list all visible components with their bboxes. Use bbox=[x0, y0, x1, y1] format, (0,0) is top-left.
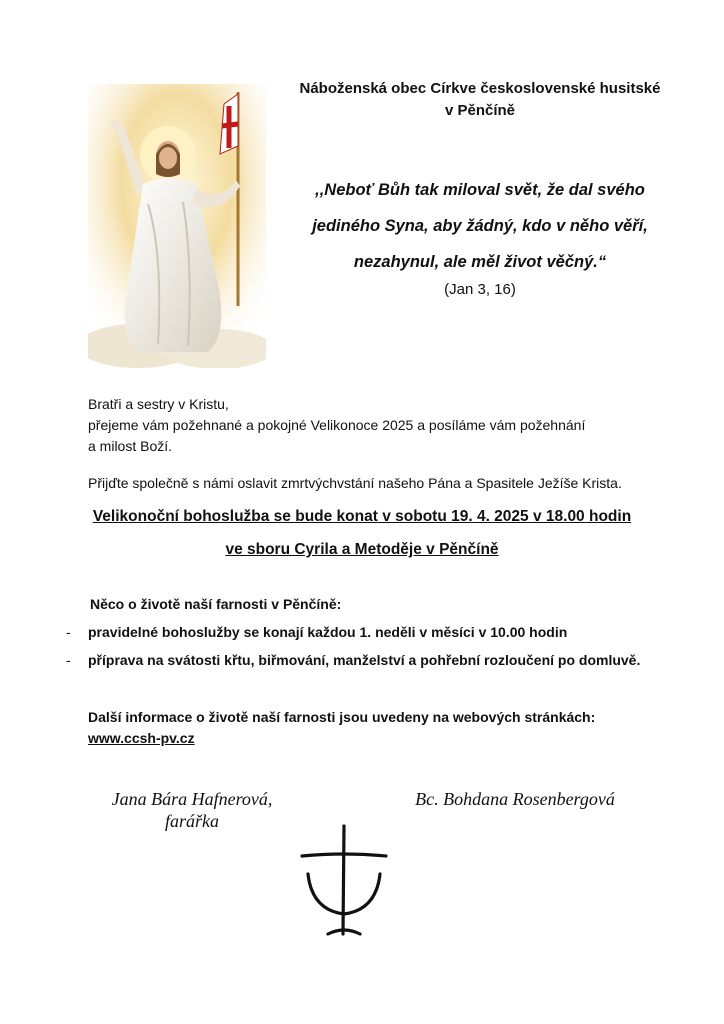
greeting-line-3: a milost Boží. bbox=[88, 438, 173, 454]
quote-reference: (Jan 3, 16) bbox=[444, 281, 516, 298]
chalice-cross-icon bbox=[298, 822, 390, 938]
info-text: Další informace o životě naší farnosti jsou uvedeny na webových stránkách: bbox=[88, 709, 596, 725]
bible-quote bbox=[290, 172, 670, 280]
invitation-text: Přijďte společně s námi oslavit zmrtvýchvstání našeho Pána a Spasitele Ježíše Krista. bbox=[88, 475, 622, 491]
resurrected-christ-image bbox=[88, 84, 266, 368]
greeting bbox=[88, 394, 688, 457]
quote-line-3: nezahynul, ale měl život věčný.“ bbox=[353, 253, 607, 271]
quote-line-1: ,,Neboť Bůh tak miloval svět, že dal svého bbox=[315, 181, 645, 199]
signature-left-title: farářka bbox=[165, 811, 219, 831]
parish-title: Něco o životě naší farnosti v Pěnčíně: bbox=[90, 596, 342, 612]
list-dash: - bbox=[66, 652, 71, 668]
greeting-line-1: Bratři a sestry v Kristu, bbox=[88, 396, 229, 412]
website-link[interactable]: www.ccsh-pv.cz bbox=[88, 730, 195, 746]
header-line-2: v Pěnčíně bbox=[444, 102, 516, 119]
signature-right-name: Bc. Bohdana Rosenbergová bbox=[415, 789, 615, 809]
list-item: příprava na svátosti křtu, biřmování, manželství a pohřební rozloučení po domluvě. bbox=[88, 652, 641, 668]
parish-header bbox=[260, 78, 700, 122]
list-dash: - bbox=[66, 624, 71, 640]
service-line-2: ve sboru Cyrila a Metoděje v Pěnčíně bbox=[225, 541, 499, 558]
list-item: pravidelné bohoslužby se konají každou 1. neděli v měsíci v 10.00 hodin bbox=[88, 624, 568, 640]
quote-line-2: jediného Syna, aby žádný, kdo v něho věří, bbox=[312, 217, 648, 235]
greeting-line-2: přejeme vám požehnané a pokojné Velikonoce 2025 a posíláme vám požehnání bbox=[88, 417, 586, 433]
header-line-1: Náboženská obec Církve československé husitské bbox=[299, 80, 661, 97]
signature-left-name: Jana Bára Hafnerová, bbox=[111, 789, 273, 809]
service-line-1: Velikonoční bohoslužba se bude konat v sobotu 19. 4. 2025 v 18.00 hodin bbox=[92, 508, 632, 525]
